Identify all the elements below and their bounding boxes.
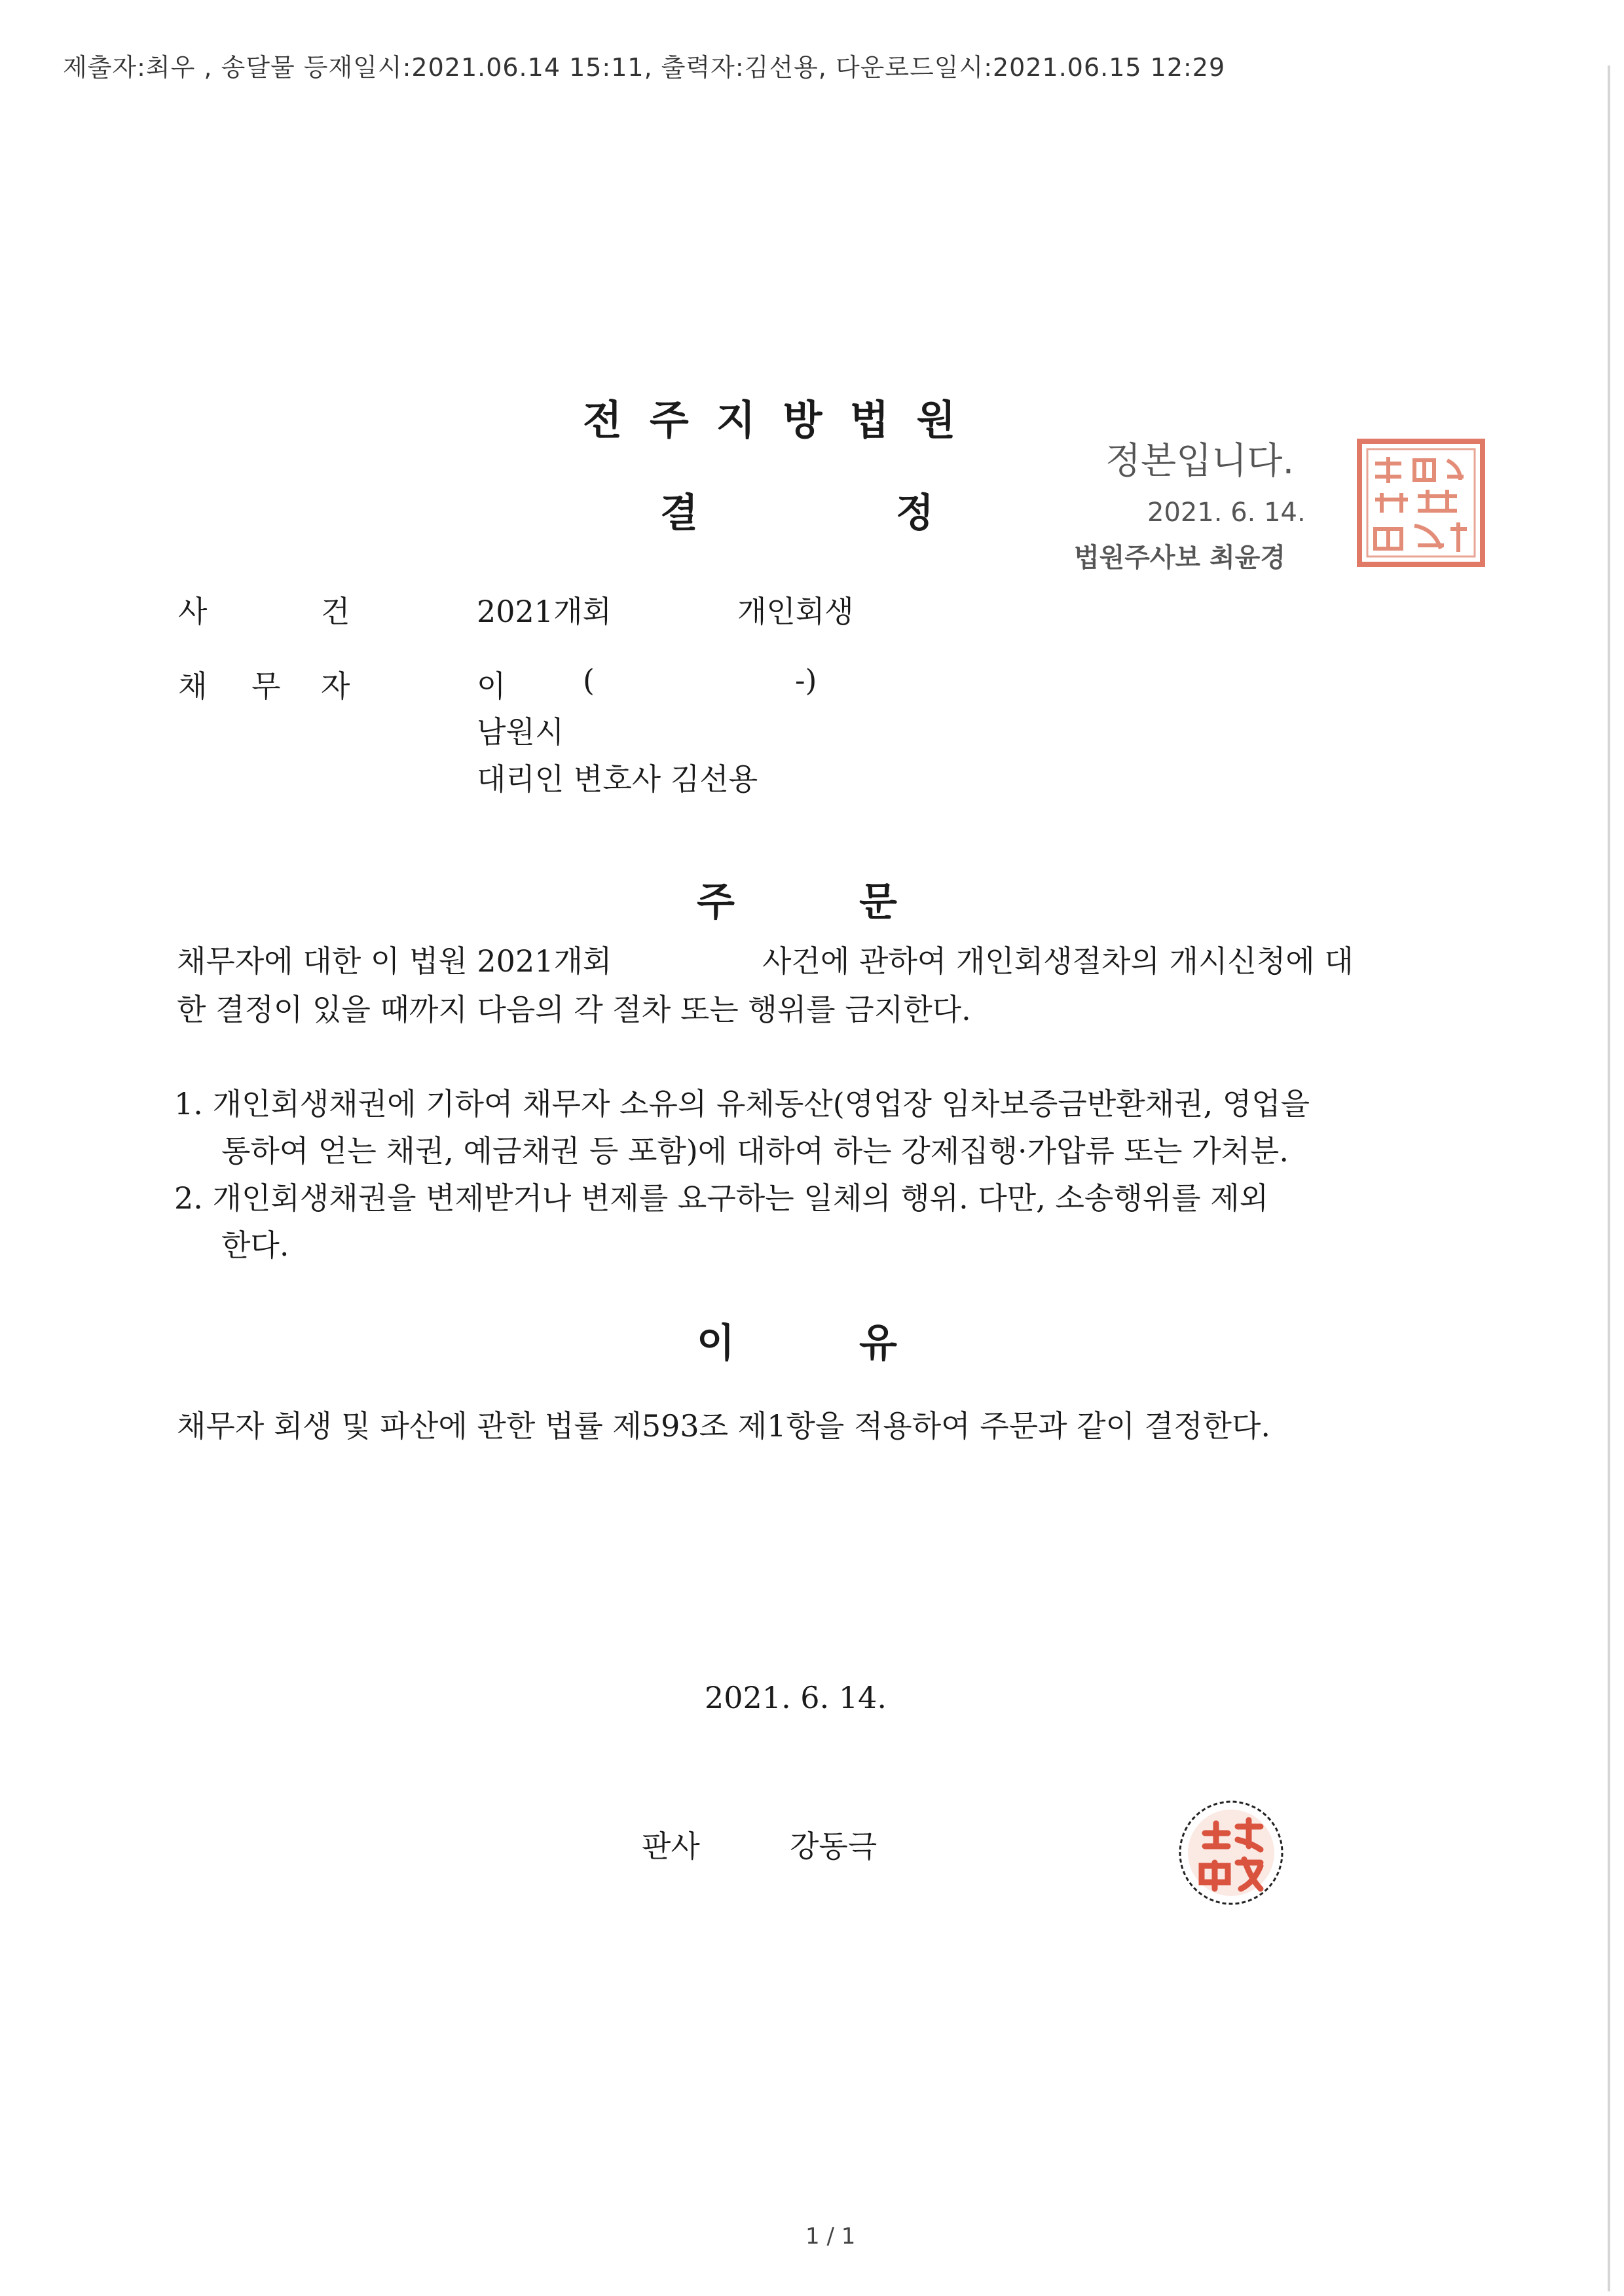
order-intro-line2: 한 결정이 있을 때까지 다음의 각 절차 또는 행위를 금지한다. [177, 992, 971, 1027]
debtor-label-a: 채 [178, 668, 208, 704]
case-number: 2021개회 [477, 594, 612, 629]
judge-title: 판사 [642, 1829, 700, 1864]
court-seal-icon [1356, 437, 1486, 568]
certification-clerk: 법원주사보 최윤경 [1074, 543, 1286, 573]
doc-type-left: 결 [660, 490, 698, 536]
scan-edge-line [1608, 65, 1610, 2291]
debtor-address: 남원시 [477, 714, 564, 750]
decision-date: 2021. 6. 14. [705, 1680, 887, 1715]
reason-heading-right: 유 [859, 1321, 897, 1366]
order-item-2-line1: 2. 개인회생채권을 변제받거나 변제를 요구하는 일체의 행위. 다만, 소송행위를 제외 [174, 1180, 1269, 1216]
order-intro-line1-a: 채무자에 대한 이 법원 2021개회 [177, 943, 612, 979]
court-name: 전주지방법원 [583, 396, 984, 444]
order-item-2-line2: 한다. [221, 1228, 289, 1263]
doc-type-right: 정 [896, 490, 934, 536]
submission-header: 제출자:최우 , 송달물 등재일시:2021.06.14 15:11, 출력자:김선용, 다운로드일시:2021.06.15 12:29 [63, 53, 1226, 82]
certification-date: 2021. 6. 14. [1147, 498, 1306, 528]
order-intro-line1-b: 사건에 관하여 개인회생절차의 개시신청에 대 [762, 943, 1354, 979]
case-name: 개인회생 [737, 594, 854, 629]
case-label-a: 사 [178, 594, 208, 629]
judge-name: 강동극 [790, 1829, 877, 1864]
certification-title: 정본입니다. [1105, 440, 1295, 483]
order-heading-right: 문 [859, 879, 897, 925]
debtor-id-open: ( [583, 663, 595, 698]
reason-heading-left: 이 [697, 1321, 735, 1366]
order-item-1-line2: 통하여 얻는 채권, 예금채권 등 포함)에 대하여 하는 강제집행·가압류 또는 가처분. [221, 1133, 1289, 1169]
page-number: 1 / 1 [805, 2223, 856, 2250]
order-item-1-line1: 1. 개인회생채권에 기하여 채무자 소유의 유체동산(영업장 임차보증금반환채권, 영업을 [174, 1086, 1310, 1121]
judge-seal-icon [1172, 1794, 1290, 1912]
debtor-agent: 대리인 변호사 김선용 [477, 761, 758, 797]
order-heading-left: 주 [697, 879, 735, 925]
debtor-name: 이 [477, 668, 506, 704]
debtor-id-close: -) [795, 663, 817, 698]
reason-text: 채무자 회생 및 파산에 관한 법률 제593조 제1항을 적용하여 주문과 같이 결정한다. [177, 1408, 1271, 1444]
debtor-label-c: 자 [321, 668, 350, 704]
debtor-label-b: 무 [251, 668, 281, 704]
case-label-b: 건 [321, 594, 350, 629]
